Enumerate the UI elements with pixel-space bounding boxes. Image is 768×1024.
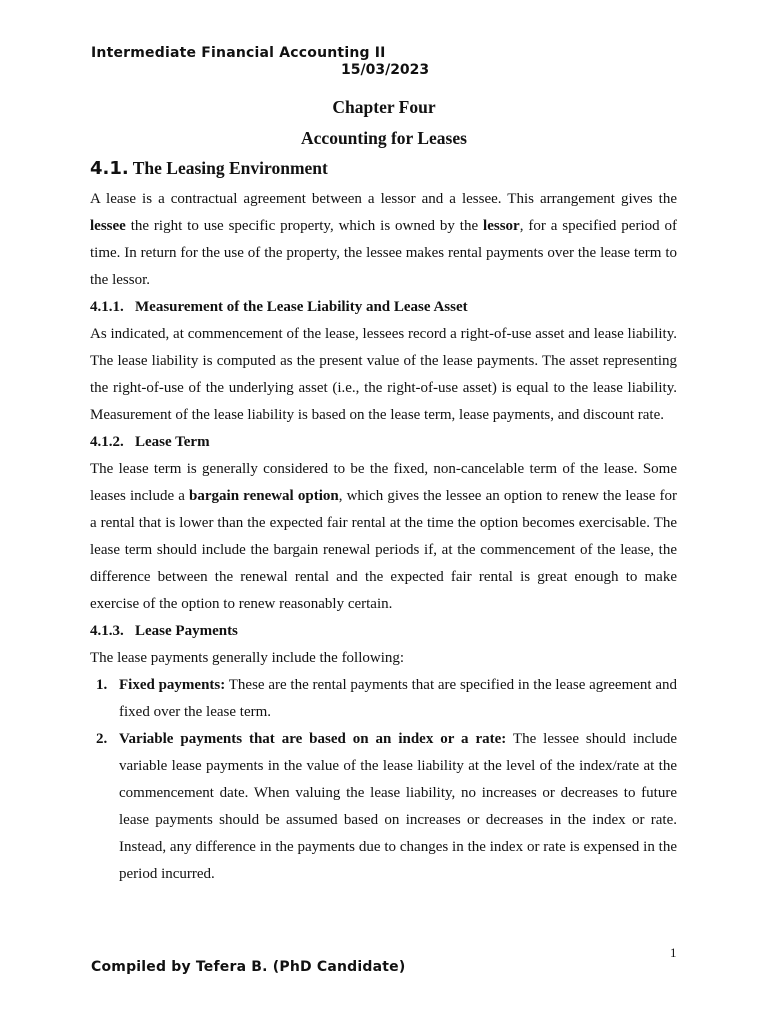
term-lessor: lessor — [483, 218, 520, 234]
lease-term-paragraph: The lease term is generally considered to be the fixed, non-cancelable term of the lease. Some leases include a bargain renewal option, which gives the lessee an option to renew the lease for a rental that is lower than the expected fair rental at the time the option becomes exercisable. The lease term should include the bargain renewal periods if, at the commencement of the lease, the difference between the renewal rental and the expected fair rental is great enough to make exercise of the option to renew reasonably certain. — [90, 461, 677, 612]
header-date: 15/03/2023 — [341, 62, 430, 78]
list-item-number: 1. — [96, 677, 108, 693]
document-body — [90, 186, 677, 888]
lease-payments-list — [90, 672, 677, 888]
section-number: 4.1. — [90, 158, 129, 179]
chapter-label: Chapter Four — [332, 97, 436, 117]
term-lessee: lessee — [90, 218, 126, 234]
chapter-title: Accounting for Leases — [301, 128, 467, 148]
section-title: The Leasing Environment — [132, 158, 328, 178]
list-item-number: 2. — [96, 731, 108, 747]
list-item: 2. Variable payments that are based on an index or a rate: The lessee should include variable lease payments in the value of the lease liability at the level of the index/rate at the commencement date. When valuing the lease liability, no increases or decreases to future lease payments should be assumed based on increases or decreases in the index or rate. Instead, any difference in the payments due to changes in the index or rate is expensed in the period incurred. — [90, 726, 677, 888]
intro-paragraph: A lease is a contractual agreement between a lessor and a lessee. This arrangement gives the lessee the right to use specific property, which is owned by the lessor, for a specified period of time. In return for the use of the property, the lessee makes rental payments over the lease term to the lessor. — [90, 191, 678, 288]
page-number: 1 — [670, 945, 677, 960]
lease-payments-intro: The lease payments generally include the following: — [90, 650, 405, 666]
measurement-paragraph: As indicated, at commencement of the lease, lessees record a right-of-use asset and lease liability. The lease liability is computed as the present value of the lease payments. The asset representing the right-of-use of the underlying asset (i.e., the right-of-use asset) is equal to the lease liability. Measurement of the lease liability is based on the lease term, lease payments, and discount rate. — [90, 326, 677, 423]
footer-compiled-by: Compiled by Tefera B. (PhD Candidate) — [91, 959, 406, 975]
term-bargain-renewal-option: bargain renewal option — [189, 488, 339, 504]
subsection-heading-measurement: 4.1.1. Measurement of the Lease Liability and Lease Asset — [90, 299, 468, 315]
header-course-title: Intermediate Financial Accounting II — [91, 45, 386, 61]
section-heading — [90, 158, 328, 179]
list-item: 1. Fixed payments: These are the rental payments that are specified in the lease agreement and fixed over the lease term. — [90, 672, 677, 726]
subsection-heading-lease-term: 4.1.2. Lease Term — [90, 434, 210, 450]
subsection-heading-lease-payments: 4.1.3. Lease Payments — [90, 623, 238, 639]
